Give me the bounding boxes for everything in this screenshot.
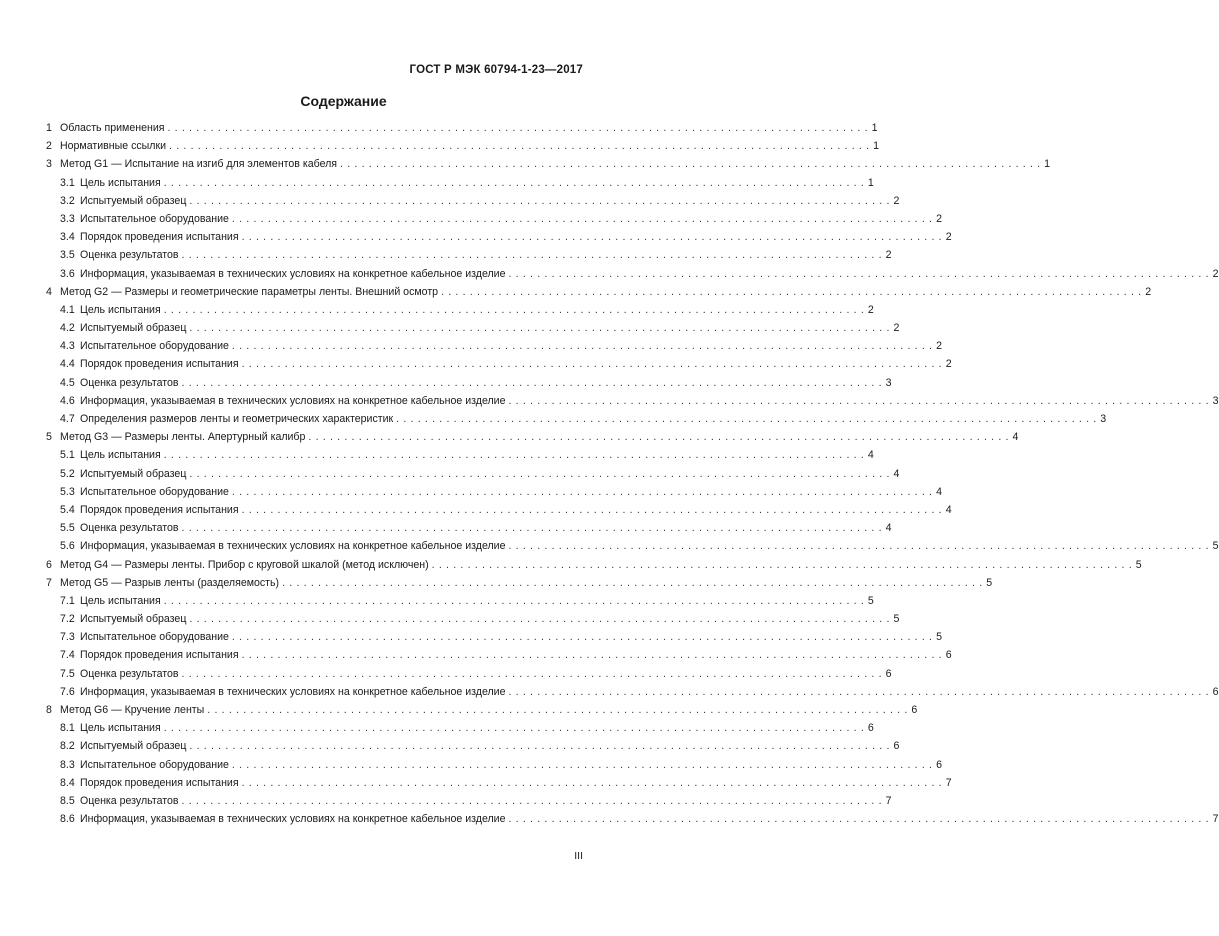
toc-entry[interactable] xyxy=(46,792,892,810)
toc-entry-title: Оценка результатов xyxy=(80,249,179,262)
toc-leader-dots xyxy=(182,519,882,537)
toc-entry-number: 7.2 xyxy=(60,613,75,626)
toc-entry-title: Метод G6 — Кручение ленты xyxy=(60,704,205,716)
toc-entry-title: Метод G5 — Разрыв ленты (разделяемость) xyxy=(60,576,280,589)
toc-entry-number: 5 xyxy=(46,431,52,444)
toc-leader-dots xyxy=(182,665,882,683)
toc-entry[interactable] xyxy=(46,355,952,373)
toc-entry-title: Оценка результатов xyxy=(80,667,179,680)
toc-leader-dots xyxy=(242,355,942,373)
toc-entry-title: Испытуемый образец xyxy=(80,740,187,753)
toc-leader-dots xyxy=(242,774,942,792)
toc-entry-title: Цель испытания xyxy=(80,722,161,735)
toc-entry-page: 1 xyxy=(871,122,878,134)
toc-leader-dots xyxy=(164,719,864,737)
toc-leader-dots xyxy=(189,465,889,483)
toc-entry-title: Порядок проведения испытания xyxy=(80,649,239,662)
toc-entry[interactable] xyxy=(46,501,952,519)
toc-entry-page: 2 xyxy=(1145,285,1152,298)
toc-entry[interactable] xyxy=(46,246,892,264)
toc-entry-title: Метод G3 — Размеры ленты. Апертурный калибр xyxy=(60,431,306,444)
toc-entry[interactable] xyxy=(46,210,942,228)
toc-entry[interactable] xyxy=(46,756,942,774)
toc-entry-title: Испытуемый образец xyxy=(80,322,187,335)
toc-entry-page: 1 xyxy=(1044,158,1051,171)
toc-entry-page: 3 xyxy=(1212,394,1219,407)
toc-entry-page: 4 xyxy=(936,485,942,498)
toc-entry-number: 5.3 xyxy=(60,485,75,498)
toc-entry-page: 5 xyxy=(986,576,993,589)
toc-entry-number: 4.5 xyxy=(60,376,75,389)
toc-leader-dots xyxy=(242,646,942,664)
toc-entry-page: 4 xyxy=(1012,431,1019,444)
toc-entry-title: Испытуемый образец xyxy=(80,194,187,207)
toc-leader-dots xyxy=(167,119,867,137)
toc-entry-number: 3.1 xyxy=(60,176,75,189)
toc-entry-page: 1 xyxy=(873,140,880,153)
toc-entry-title: Порядок проведения испытания xyxy=(80,358,239,371)
toc-entry[interactable] xyxy=(46,337,942,355)
toc-entry-page: 6 xyxy=(911,704,918,716)
toc-entry-title: Испытательное оборудование xyxy=(80,212,229,225)
toc-entry-number: 1 xyxy=(46,122,52,134)
toc-entry-page: 6 xyxy=(1212,685,1219,698)
toc-entry-number: 8.5 xyxy=(60,794,75,807)
toc-entry-page: 5 xyxy=(867,594,874,607)
toc-entry-page: 4 xyxy=(867,449,874,462)
toc-entry-number: 7 xyxy=(46,576,52,589)
toc-entry-title: Порядок проведения испытания xyxy=(80,231,239,244)
toc-entry-number: 8.4 xyxy=(60,776,75,789)
toc-leader-dots xyxy=(508,810,1208,828)
toc-leader-dots xyxy=(441,283,1141,301)
toc-entry-title: Нормативные ссылки xyxy=(60,140,167,153)
toc-entry-page: 5 xyxy=(1135,558,1142,571)
toc-leader-dots xyxy=(164,174,864,192)
toc-entry-title: Информация, указываемая в технических условиях на конкретное кабельное изделие xyxy=(80,394,506,407)
toc-entry-number: 3.5 xyxy=(60,249,75,262)
toc-entry-number: 5.6 xyxy=(60,540,75,553)
toc-entry-number: 7.4 xyxy=(60,649,75,662)
toc-entry-number: 8.6 xyxy=(60,813,75,826)
toc-entry[interactable] xyxy=(46,628,942,646)
toc-entry-number: 5.4 xyxy=(60,503,75,516)
toc-entry-page: 6 xyxy=(893,740,900,753)
toc-entry-page: 4 xyxy=(893,467,900,480)
toc-entry-title: Область применения xyxy=(60,122,165,134)
toc-entry-number: 4 xyxy=(46,285,52,298)
toc-entry-number: 4.3 xyxy=(60,340,75,353)
toc-entry-title: Оценка результатов xyxy=(80,522,179,535)
toc-entry-title: Информация, указываемая в технических условиях на конкретное кабельное изделие xyxy=(80,540,506,553)
toc-entry[interactable] xyxy=(46,537,1219,555)
toc-entry-title: Определения размеров ленты и геометрических характеристик xyxy=(80,413,394,425)
toc-entry-page: 5 xyxy=(893,613,900,626)
toc-leader-dots xyxy=(508,392,1208,410)
toc-entry[interactable] xyxy=(46,556,1142,574)
toc-leader-dots xyxy=(432,556,1132,574)
toc-entry-page: 6 xyxy=(936,758,942,771)
toc-entry[interactable] xyxy=(46,155,1051,173)
toc-entry[interactable] xyxy=(46,265,1219,283)
toc-leader-dots xyxy=(164,446,864,464)
toc-entry-title: Испытательное оборудование xyxy=(80,631,229,644)
toc-entry-number: 3.3 xyxy=(60,212,75,225)
toc-entry[interactable] xyxy=(46,228,952,246)
toc-entry-page: 2 xyxy=(867,303,874,316)
toc-entry-title: Испытуемый образец xyxy=(80,467,187,480)
page-number: III xyxy=(574,850,583,862)
toc-entry-number: 3 xyxy=(46,158,52,171)
toc-leader-dots xyxy=(164,301,864,319)
toc-entry-number: 4.6 xyxy=(60,394,75,407)
toc-entry-page: 1 xyxy=(867,176,874,189)
toc-leader-dots xyxy=(242,501,942,519)
toc-entry[interactable] xyxy=(46,192,900,210)
toc-entry[interactable] xyxy=(46,283,1152,301)
toc-entry-page: 3 xyxy=(885,376,892,389)
toc-entry-page: 4 xyxy=(945,503,952,516)
toc-leader-dots xyxy=(232,756,932,774)
toc-leader-dots xyxy=(182,246,882,264)
toc-entry-number: 4.1 xyxy=(60,303,75,316)
toc-entry-number: 7.3 xyxy=(60,631,75,644)
toc-entry-number: 3.6 xyxy=(60,267,75,280)
toc-entry-title: Испытуемый образец xyxy=(80,613,187,626)
toc-entry-number: 5.2 xyxy=(60,467,75,480)
toc-entry-number: 8.2 xyxy=(60,740,75,753)
toc-entry-number: 4.4 xyxy=(60,358,75,371)
toc-leader-dots xyxy=(308,428,1008,446)
toc-entry[interactable] xyxy=(46,683,1219,701)
toc-leader-dots xyxy=(508,683,1208,701)
toc-entry[interactable] xyxy=(46,646,952,664)
toc-leader-dots xyxy=(340,155,1040,173)
toc-entry-title: Цель испытания xyxy=(80,594,161,607)
toc-entry[interactable] xyxy=(46,483,942,501)
toc-entry[interactable] xyxy=(46,574,993,592)
toc-leader-dots xyxy=(169,137,869,155)
toc-entry[interactable] xyxy=(46,610,900,628)
toc-leader-dots xyxy=(232,210,932,228)
toc-entry-page: 2 xyxy=(945,231,952,244)
toc-entry-number: 8.3 xyxy=(60,758,75,771)
toc-leader-dots xyxy=(508,537,1208,555)
toc-leader-dots xyxy=(189,192,889,210)
toc-entry-title: Порядок проведения испытания xyxy=(80,776,239,789)
toc-leader-dots xyxy=(164,592,864,610)
toc-entry[interactable] xyxy=(46,428,1019,446)
toc-entry[interactable] xyxy=(46,137,880,155)
toc-leader-dots xyxy=(189,610,889,628)
toc-entry-title: Испытательное оборудование xyxy=(80,485,229,498)
toc-entry-title: Испытательное оборудование xyxy=(80,758,229,771)
toc-entry-title: Информация, указываемая в технических условиях на конкретное кабельное изделие xyxy=(80,685,506,698)
toc-leader-dots xyxy=(207,701,907,719)
toc-entry-page: 2 xyxy=(1212,267,1219,280)
toc-entry-number: 7.5 xyxy=(60,667,75,680)
toc-entry-title: Порядок проведения испытания xyxy=(80,503,239,516)
toc-entry[interactable] xyxy=(46,374,892,392)
toc-entry[interactable] xyxy=(46,701,918,719)
toc-entry[interactable] xyxy=(46,301,874,319)
toc-entry-title: Испытательное оборудование xyxy=(80,340,229,353)
toc-entry-number: 2 xyxy=(46,140,52,153)
toc-entry-page: 2 xyxy=(893,194,900,207)
toc-entry-page: 6 xyxy=(867,722,874,735)
table-of-contents xyxy=(46,119,1219,828)
toc-entry-title: Цель испытания xyxy=(80,449,161,462)
toc-entry-page: 6 xyxy=(945,649,952,662)
toc-entry-title: Оценка результатов xyxy=(80,376,179,389)
toc-entry-page: 5 xyxy=(936,631,942,644)
toc-entry-number: 8.1 xyxy=(60,722,75,735)
toc-entry-page: 2 xyxy=(936,212,942,225)
toc-entry-page: 7 xyxy=(945,776,952,789)
toc-entry[interactable] xyxy=(46,119,878,137)
toc-entry-page: 2 xyxy=(893,322,900,335)
toc-entry-number: 5.5 xyxy=(60,522,75,535)
toc-leader-dots xyxy=(232,337,932,355)
toc-entry-title: Цель испытания xyxy=(80,303,161,316)
toc-entry-number: 7.1 xyxy=(60,594,75,607)
toc-entry-page: 2 xyxy=(885,249,892,262)
toc-entry[interactable] xyxy=(46,392,1219,410)
toc-entry-title: Метод G1 — Испытание на изгиб для элементов кабеля xyxy=(60,158,338,171)
toc-entry-page: 2 xyxy=(936,340,942,353)
toc-entry-title: Цель испытания xyxy=(80,176,161,189)
toc-entry-page: 7 xyxy=(1212,813,1219,826)
toc-entry[interactable] xyxy=(46,174,874,192)
toc-leader-dots xyxy=(396,410,1096,428)
toc-entry[interactable] xyxy=(46,774,952,792)
toc-leader-dots xyxy=(182,792,882,810)
toc-entry-number: 4.2 xyxy=(60,322,75,335)
toc-entry[interactable] xyxy=(46,465,900,483)
toc-entry[interactable] xyxy=(46,665,892,683)
toc-leader-dots xyxy=(182,374,882,392)
toc-entry-title: Информация, указываемая в технических условиях на конкретное кабельное изделие xyxy=(80,813,506,826)
toc-entry-title: Оценка результатов xyxy=(80,794,179,807)
page-title: Содержание xyxy=(300,93,387,109)
toc-leader-dots xyxy=(282,574,982,592)
toc-entry[interactable] xyxy=(46,319,900,337)
toc-entry-number: 5.1 xyxy=(60,449,75,462)
toc-entry[interactable] xyxy=(46,446,874,464)
toc-entry[interactable] xyxy=(46,737,900,755)
toc-entry-page: 5 xyxy=(1212,540,1219,553)
toc-leader-dots xyxy=(508,265,1208,283)
toc-entry-page: 2 xyxy=(945,358,952,371)
toc-entry-number: 4.7 xyxy=(60,413,75,425)
toc-entry-title: Информация, указываемая в технических условиях на конкретное кабельное изделие xyxy=(80,267,506,280)
toc-leader-dots xyxy=(232,628,932,646)
toc-entry-title: Метод G4 — Размеры ленты. Прибор с круговой шкалой (метод исключен) xyxy=(60,558,429,571)
toc-entry-number: 7.6 xyxy=(60,685,75,698)
toc-entry-page: 4 xyxy=(885,522,892,535)
toc-entry-number: 8 xyxy=(46,704,52,716)
toc-entry-page: 6 xyxy=(885,667,892,680)
toc-entry[interactable] xyxy=(46,810,1219,828)
toc-entry-title: Метод G2 — Размеры и геометрические параметры ленты. Внешний осмотр xyxy=(60,285,439,298)
toc-leader-dots xyxy=(189,319,889,337)
toc-entry-number: 6 xyxy=(46,558,52,571)
toc-leader-dots xyxy=(242,228,942,246)
toc-leader-dots xyxy=(232,483,932,501)
toc-entry[interactable] xyxy=(46,519,892,537)
toc-leader-dots xyxy=(189,737,889,755)
toc-entry[interactable] xyxy=(46,410,1107,428)
toc-entry-page: 7 xyxy=(885,794,892,807)
document-header: ГОСТ Р МЭК 60794-1-23—2017 xyxy=(409,64,583,76)
toc-entry-number: 3.2 xyxy=(60,194,75,207)
toc-entry[interactable] xyxy=(46,719,874,737)
toc-entry-page: 3 xyxy=(1100,413,1107,425)
toc-entry[interactable] xyxy=(46,592,874,610)
toc-entry-number: 3.4 xyxy=(60,231,75,244)
